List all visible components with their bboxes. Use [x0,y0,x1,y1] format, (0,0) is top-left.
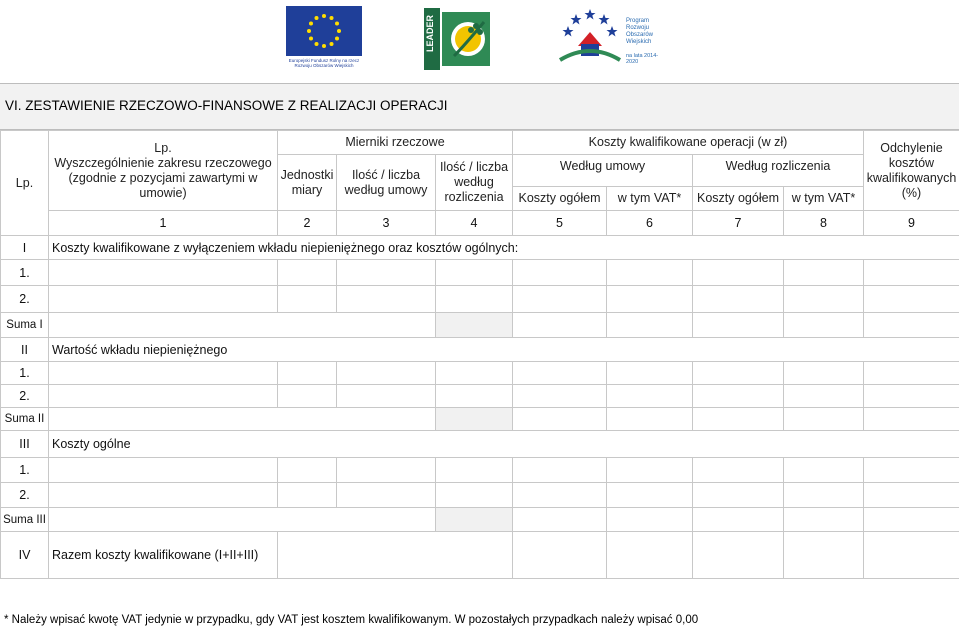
row-number: 2. [1,483,49,508]
section-roman: III [1,431,49,458]
row-number: 2. [1,385,49,408]
section-roman: II [1,338,49,362]
cell-total-empty [278,532,513,579]
leader-logo [424,8,492,70]
cell-input[interactable] [49,286,278,313]
prow-line-1: Program [626,18,650,24]
cell-sum-empty [49,313,436,338]
cell-input[interactable] [49,385,278,408]
section-title: VI. ZESTAWIENIE RZECZOWO-FINANSOWE Z REALIZACJI OPERACJI [5,98,448,113]
header-ilosc-rozliczenia: Ilość / liczba według rozliczenia [436,155,513,211]
cell-input[interactable] [49,483,278,508]
cell-input[interactable] [436,260,513,286]
sum-label: Suma I [1,313,49,338]
header-vat-rozliczenie: w tym VAT* [784,187,864,211]
logo-bar [0,0,959,82]
cell-total[interactable] [784,532,864,579]
cell-input[interactable] [513,483,607,508]
cell-input[interactable] [607,286,693,313]
cell-input[interactable] [278,458,337,483]
cell-sum-grey [436,313,513,338]
cell-input[interactable] [436,483,513,508]
sum-label: Suma III [1,508,49,532]
cell-sum[interactable] [513,408,607,431]
prow-line-2: Rozwoju [626,25,650,31]
header-koszty-ogolem-rozliczenie: Koszty ogółem [693,187,784,211]
prow-line-4: Wiejskich [626,39,652,45]
cell-input[interactable] [513,362,607,385]
section-title-band [0,83,959,130]
eu-flag-icon [286,6,362,56]
cell-sum[interactable] [607,408,693,431]
cell-input[interactable] [607,385,693,408]
header-odchylenie: Odchylenie kosztów kwalifikowanych (%) [864,131,959,211]
prow-line-3: Obszarów [626,32,654,38]
cell-input[interactable] [784,458,864,483]
header-wedlug-umowy: Według umowy [513,155,693,187]
cell-input[interactable] [864,260,959,286]
cell-input[interactable] [337,483,436,508]
cell-input[interactable] [693,458,784,483]
financial-table [0,130,959,579]
cell-input[interactable] [278,286,337,313]
cell-input[interactable] [337,385,436,408]
cell-input[interactable] [693,286,784,313]
cell-input[interactable] [513,458,607,483]
header-ilosc-umowy: Ilość / liczba według umowy [337,155,436,211]
cell-input[interactable] [607,260,693,286]
col-number: 9 [864,211,959,236]
cell-input[interactable] [784,483,864,508]
col-number: 1 [49,211,278,236]
col-number: 3 [337,211,436,236]
cell-input[interactable] [278,483,337,508]
header-lp: Lp. [1,131,49,236]
cell-input[interactable] [513,286,607,313]
cell-sum[interactable] [864,313,959,338]
cell-input[interactable] [436,458,513,483]
cell-sum[interactable] [864,508,959,532]
cell-sum-grey [436,408,513,431]
col-number: 5 [513,211,607,236]
section-title-cell: Koszty kwalifikowane z wyłączeniem wkładu niepieniężnego oraz kosztów ogólnych: [49,236,959,260]
cell-input[interactable] [436,362,513,385]
cell-input[interactable] [607,483,693,508]
cell-input[interactable] [693,483,784,508]
cell-sum[interactable] [864,408,959,431]
header-wedlug-rozliczenia: Według rozliczenia [693,155,864,187]
cell-total[interactable] [693,532,784,579]
cell-sum-grey [436,508,513,532]
cell-input[interactable] [784,260,864,286]
cell-input[interactable] [607,458,693,483]
eu-caption: Europejski Fundusz Rolny na rzecz Rozwoju Obszarów Wiejskich [288,58,360,68]
total-title: Razem koszty kwalifikowane (I+II+III) [49,532,278,579]
cell-total[interactable] [513,532,607,579]
cell-input[interactable] [693,362,784,385]
sum-label: Suma II [1,408,49,431]
cell-input[interactable] [864,286,959,313]
cell-input[interactable] [513,260,607,286]
cell-input[interactable] [693,385,784,408]
cell-sum[interactable] [693,408,784,431]
cell-sum[interactable] [693,508,784,532]
cell-total[interactable] [607,532,693,579]
cell-sum[interactable] [784,313,864,338]
col-number: 4 [436,211,513,236]
header-description [49,131,278,211]
cell-sum[interactable] [513,313,607,338]
row-number: 1. [1,362,49,385]
cell-input[interactable] [864,362,959,385]
leader-text: LEADER [425,14,435,52]
col-number: 7 [693,211,784,236]
eu-flag-logo [286,6,362,68]
prow-logo [556,6,666,64]
row-number: 1. [1,458,49,483]
cell-input[interactable] [864,483,959,508]
cell-input[interactable] [49,260,278,286]
header-vat-umowa: w tym VAT* [607,187,693,211]
cell-input[interactable] [337,286,436,313]
cell-sum[interactable] [784,408,864,431]
cell-sum-empty [49,508,436,532]
header-description-text: Lp. Wyszczególnienie zakresu rzeczowego (zgodnie z pozycjami zawartymi w umowie) [54,140,272,200]
cell-input[interactable] [436,286,513,313]
cell-input[interactable] [337,362,436,385]
header-jednostki: Jednostki miary [278,155,337,211]
col-number: 6 [607,211,693,236]
row-number: 2. [1,286,49,313]
cell-input[interactable] [784,286,864,313]
cell-input[interactable] [784,385,864,408]
cell-input[interactable] [864,385,959,408]
cell-sum[interactable] [693,313,784,338]
cell-input[interactable] [864,458,959,483]
section-roman: I [1,236,49,260]
cell-input[interactable] [693,260,784,286]
section-title-cell: Koszty ogólne [49,431,959,458]
cell-input[interactable] [784,362,864,385]
col-number: 8 [784,211,864,236]
header-koszty-ogolem-umowa: Koszty ogółem [513,187,607,211]
cell-input[interactable] [278,362,337,385]
prow-years: na lata 2014-2020 [626,53,659,65]
cell-input[interactable] [337,458,436,483]
cell-sum[interactable] [784,508,864,532]
cell-input[interactable] [607,362,693,385]
cell-input[interactable] [337,260,436,286]
cell-input[interactable] [278,385,337,408]
cell-input[interactable] [49,458,278,483]
cell-input[interactable] [49,362,278,385]
cell-sum-empty [49,408,436,431]
cell-input[interactable] [278,260,337,286]
prow-text [626,18,653,46]
row-number: 1. [1,260,49,286]
cell-total[interactable] [864,532,959,579]
prow-icon [556,6,624,64]
total-roman: IV [1,532,49,579]
header-koszty: Koszty kwalifikowane operacji (w zł) [513,131,864,155]
cell-sum[interactable] [513,508,607,532]
cell-input[interactable] [436,385,513,408]
cell-input[interactable] [513,385,607,408]
section-title-cell: Wartość wkładu niepieniężnego [49,338,959,362]
vat-footnote: * Należy wpisać kwotę VAT jedynie w przypadku, gdy VAT jest kosztem kwalifikowanym. W pozostałych przypadkach należy wpisać 0,00 [4,614,699,626]
cell-sum[interactable] [607,508,693,532]
cell-sum[interactable] [607,313,693,338]
col-number: 2 [278,211,337,236]
header-mierniki: Mierniki rzeczowe [278,131,513,155]
